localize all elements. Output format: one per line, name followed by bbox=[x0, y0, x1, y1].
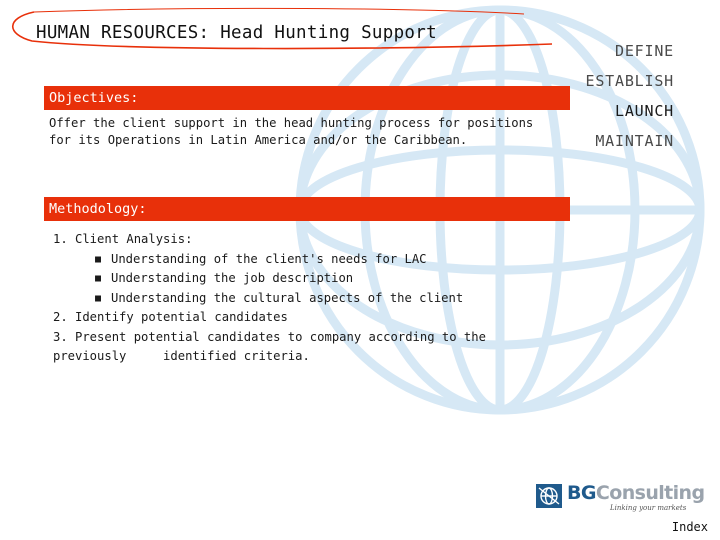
methodology-step: 1. Client Analysis: bbox=[53, 232, 193, 246]
logo-tagline: Linking your markets bbox=[610, 504, 687, 512]
logo-brand-rest: Consulting bbox=[595, 482, 705, 504]
logo-globe-icon bbox=[536, 484, 562, 508]
objectives-text: Offer the client support in the head hunting process for positions for its Operations in Latin America and/or the Caribbean. bbox=[49, 116, 534, 147]
bullet-icon: ■ bbox=[95, 292, 102, 304]
methodology-substep bbox=[53, 289, 573, 309]
header bbox=[4, 4, 564, 52]
methodology-step: 3. Present potential candidates to company according to the bbox=[53, 329, 486, 344]
methodology-step: previously identified criteria. bbox=[53, 349, 310, 363]
phase-nav bbox=[586, 36, 674, 156]
logo-brand-bold: BG bbox=[567, 482, 596, 504]
methodology-substep bbox=[53, 269, 573, 289]
phase-define[interactable]: DEFINE bbox=[615, 42, 674, 60]
bg-consulting-logo bbox=[536, 482, 705, 516]
objectives-header: Objectives: bbox=[44, 86, 570, 110]
methodology-list bbox=[53, 230, 573, 367]
page-title: HUMAN RESOURCES: Head Hunting Support bbox=[36, 23, 437, 43]
methodology-step: 2. Identify potential candidates bbox=[53, 310, 288, 324]
methodology-substep bbox=[53, 250, 573, 270]
phase-maintain[interactable]: MAINTAIN bbox=[595, 132, 674, 150]
phase-launch[interactable]: LAUNCH bbox=[615, 102, 674, 120]
bullet-icon: ■ bbox=[95, 273, 102, 284]
index-link[interactable]: Index bbox=[671, 520, 708, 534]
logo-wordmark bbox=[567, 482, 705, 504]
methodology-header: Methodology: bbox=[44, 197, 570, 221]
substep-text: Understanding of the client's needs for LAC bbox=[111, 251, 427, 266]
substep-text: Understanding the cultural aspects of the client bbox=[111, 290, 464, 305]
substep-text: Understanding the job description bbox=[111, 271, 354, 285]
bullet-icon: ■ bbox=[95, 253, 102, 265]
phase-establish[interactable]: ESTABLISH bbox=[585, 72, 674, 90]
